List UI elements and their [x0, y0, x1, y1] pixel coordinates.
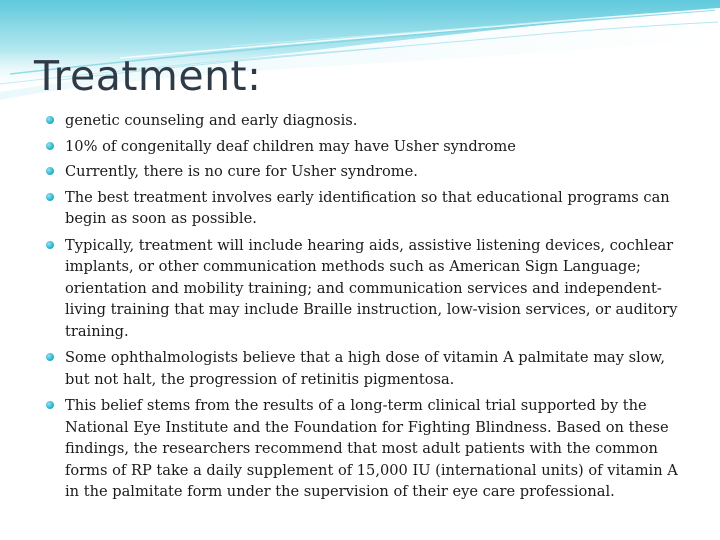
bullet-item: [46, 395, 686, 503]
bullet-item: [46, 136, 686, 158]
bullet-list: [46, 110, 686, 508]
bullet-item: [46, 235, 686, 343]
bullet-item: [46, 347, 686, 390]
bullet-text: This belief stems from the results of a long-term clinical trial supported by the National Eye Institute and the Foundation for Fighting Blindness. Based on these findings, the researchers recommend that most adult patients with the common forms of RP take a daily supplement of 15,000 IU (international units) of vitamin A in the palmitate form under the supervision of their eye care professional.: [65, 397, 678, 500]
bullet-dot-icon: [46, 142, 54, 150]
bullet-text: Typically, treatment will include hearing aids, assistive listening devices, cochlear implants, or other communication methods such as American Sign Language; orientation and mobility training; and communication services and independent-living training that may include Braille instruction, low-vision services, or auditory training.: [65, 236, 678, 340]
bullet-dot-icon: [46, 241, 54, 249]
bullet-item: [46, 187, 686, 230]
bullet-dot-icon: [46, 167, 54, 175]
bullet-text: 10% of congenitally deaf children may have Usher syndrome: [65, 137, 516, 155]
bullet-text: genetic counseling and early diagnosis.: [65, 112, 358, 129]
bullet-dot-icon: [46, 353, 54, 361]
bullet-text: The best treatment involves early identification so that educational programs can begin as soon as possible.: [65, 188, 670, 227]
bullet-dot-icon: [46, 401, 54, 409]
bullet-text: Currently, there is no cure for Usher syndrome.: [65, 163, 418, 180]
bullet-dot-icon: [46, 193, 54, 201]
slide-title: Treatment:: [34, 52, 262, 100]
bullet-dot-icon: [46, 116, 54, 124]
bullet-text: Some ophthalmologists believe that a high dose of vitamin A palmitate may slow, but not halt, the progression of retinitis pigmentosa.: [65, 349, 665, 388]
bullet-item: [46, 110, 686, 132]
bullet-item: [46, 161, 686, 183]
